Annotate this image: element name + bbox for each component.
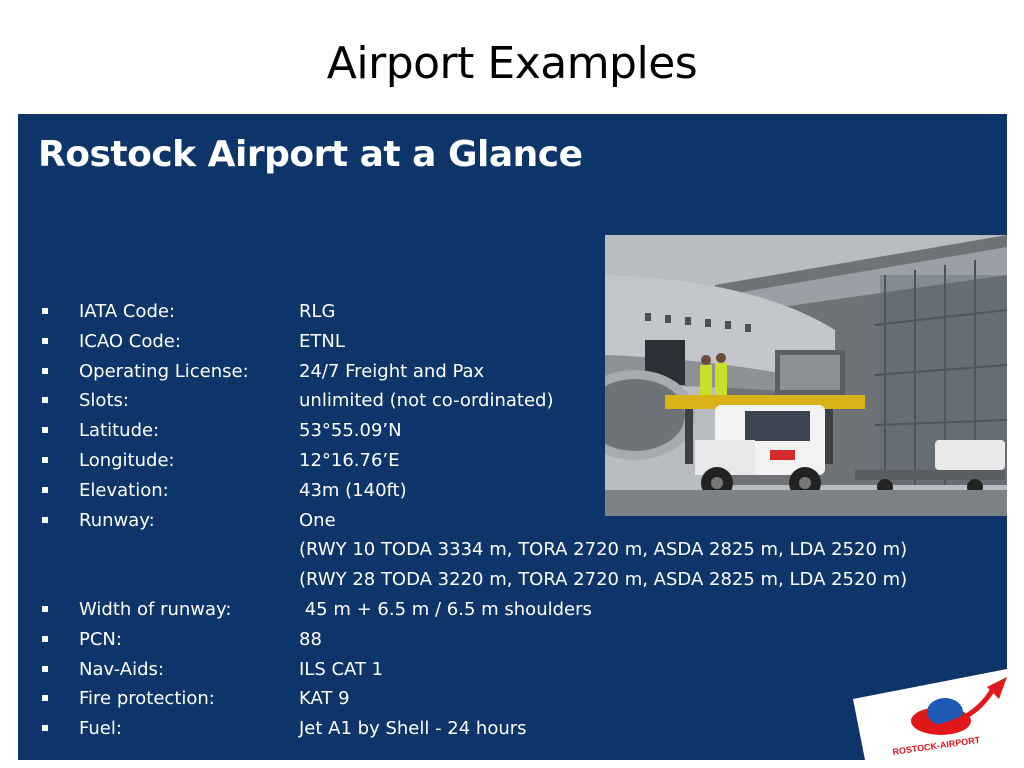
square-bullet-icon (42, 397, 48, 403)
square-bullet-icon (42, 606, 48, 612)
fact-row-slots (18, 386, 1007, 416)
fact-value: ILS CAT 1 (299, 658, 384, 680)
fact-value: RLG (299, 301, 336, 322)
square-bullet-icon (42, 308, 48, 314)
fact-value: 12°16.76’E (299, 449, 400, 471)
rostock-airport-logo-graphic (853, 669, 1007, 760)
square-bullet-icon (42, 636, 48, 642)
square-bullet-icon (42, 517, 48, 523)
fact-label: Slots: (79, 390, 129, 412)
fact-value: One (299, 509, 336, 531)
fact-value: KAT 9 (299, 688, 350, 710)
fact-row-runway-10-detail (18, 535, 1007, 565)
square-bullet-icon (42, 695, 48, 701)
fact-label: Width of runway: (79, 598, 232, 620)
fact-label: Fuel: (79, 718, 122, 740)
panel-heading: Rostock Airport at a Glance (38, 134, 583, 175)
fact-row-pcn (18, 625, 1007, 655)
fact-value: unlimited (not co-ordinated) (299, 390, 554, 412)
fact-row-icao (18, 327, 1007, 357)
fact-value: ETNL (299, 330, 345, 352)
fact-row-elevation (18, 476, 1007, 506)
fact-value: 88 (299, 628, 322, 650)
fact-label: Longitude: (79, 449, 175, 471)
rostock-airport-logo (853, 669, 1007, 760)
square-bullet-icon (42, 457, 48, 463)
fact-value: Jet A1 by Shell - 24 hours (299, 718, 527, 740)
fact-row-iata (18, 297, 1007, 327)
fact-label: Fire protection: (79, 688, 215, 710)
fact-label: PCN: (79, 628, 122, 650)
fact-label: Runway: (79, 509, 155, 531)
fact-label: Latitude: (79, 420, 160, 442)
fact-value: 24/7 Freight and Pax (299, 360, 485, 382)
fact-row-latitude (18, 416, 1007, 446)
fact-label: Elevation: (79, 479, 169, 501)
square-bullet-icon (42, 368, 48, 374)
fact-label: Operating License: (79, 360, 249, 382)
square-bullet-icon (42, 487, 48, 493)
square-bullet-icon (42, 427, 48, 433)
fact-label: Nav-Aids: (79, 658, 164, 680)
fact-row-operating-license (18, 357, 1007, 387)
fact-value: (RWY 10 TODA 3334 m, TORA 2720 m, ASDA 2825 m, LDA 2520 m) (299, 539, 908, 561)
fact-row-runway-width (18, 595, 1007, 625)
square-bullet-icon (42, 666, 48, 672)
square-bullet-icon (42, 725, 48, 731)
fact-row-runway (18, 506, 1007, 536)
fact-value: 45 m + 6.5 m / 6.5 m shoulders (299, 598, 592, 620)
fact-label: ICAO Code: (79, 330, 181, 352)
fact-label: IATA Code: (79, 301, 176, 322)
fact-value: 53°55.09’N (299, 420, 402, 442)
fact-value: (RWY 28 TODA 3220 m, TORA 2720 m, ASDA 2825 m, LDA 2520 m) (299, 569, 908, 591)
square-bullet-icon (42, 338, 48, 344)
logo-wordmark: ROSTOCK-AIRPORT (891, 734, 981, 757)
info-panel (18, 114, 1007, 760)
fact-row-runway-28-detail (18, 565, 1007, 595)
fact-row-longitude (18, 446, 1007, 476)
slide-title: Airport Examples (326, 38, 698, 89)
fact-value: 43m (140ft) (299, 479, 407, 501)
